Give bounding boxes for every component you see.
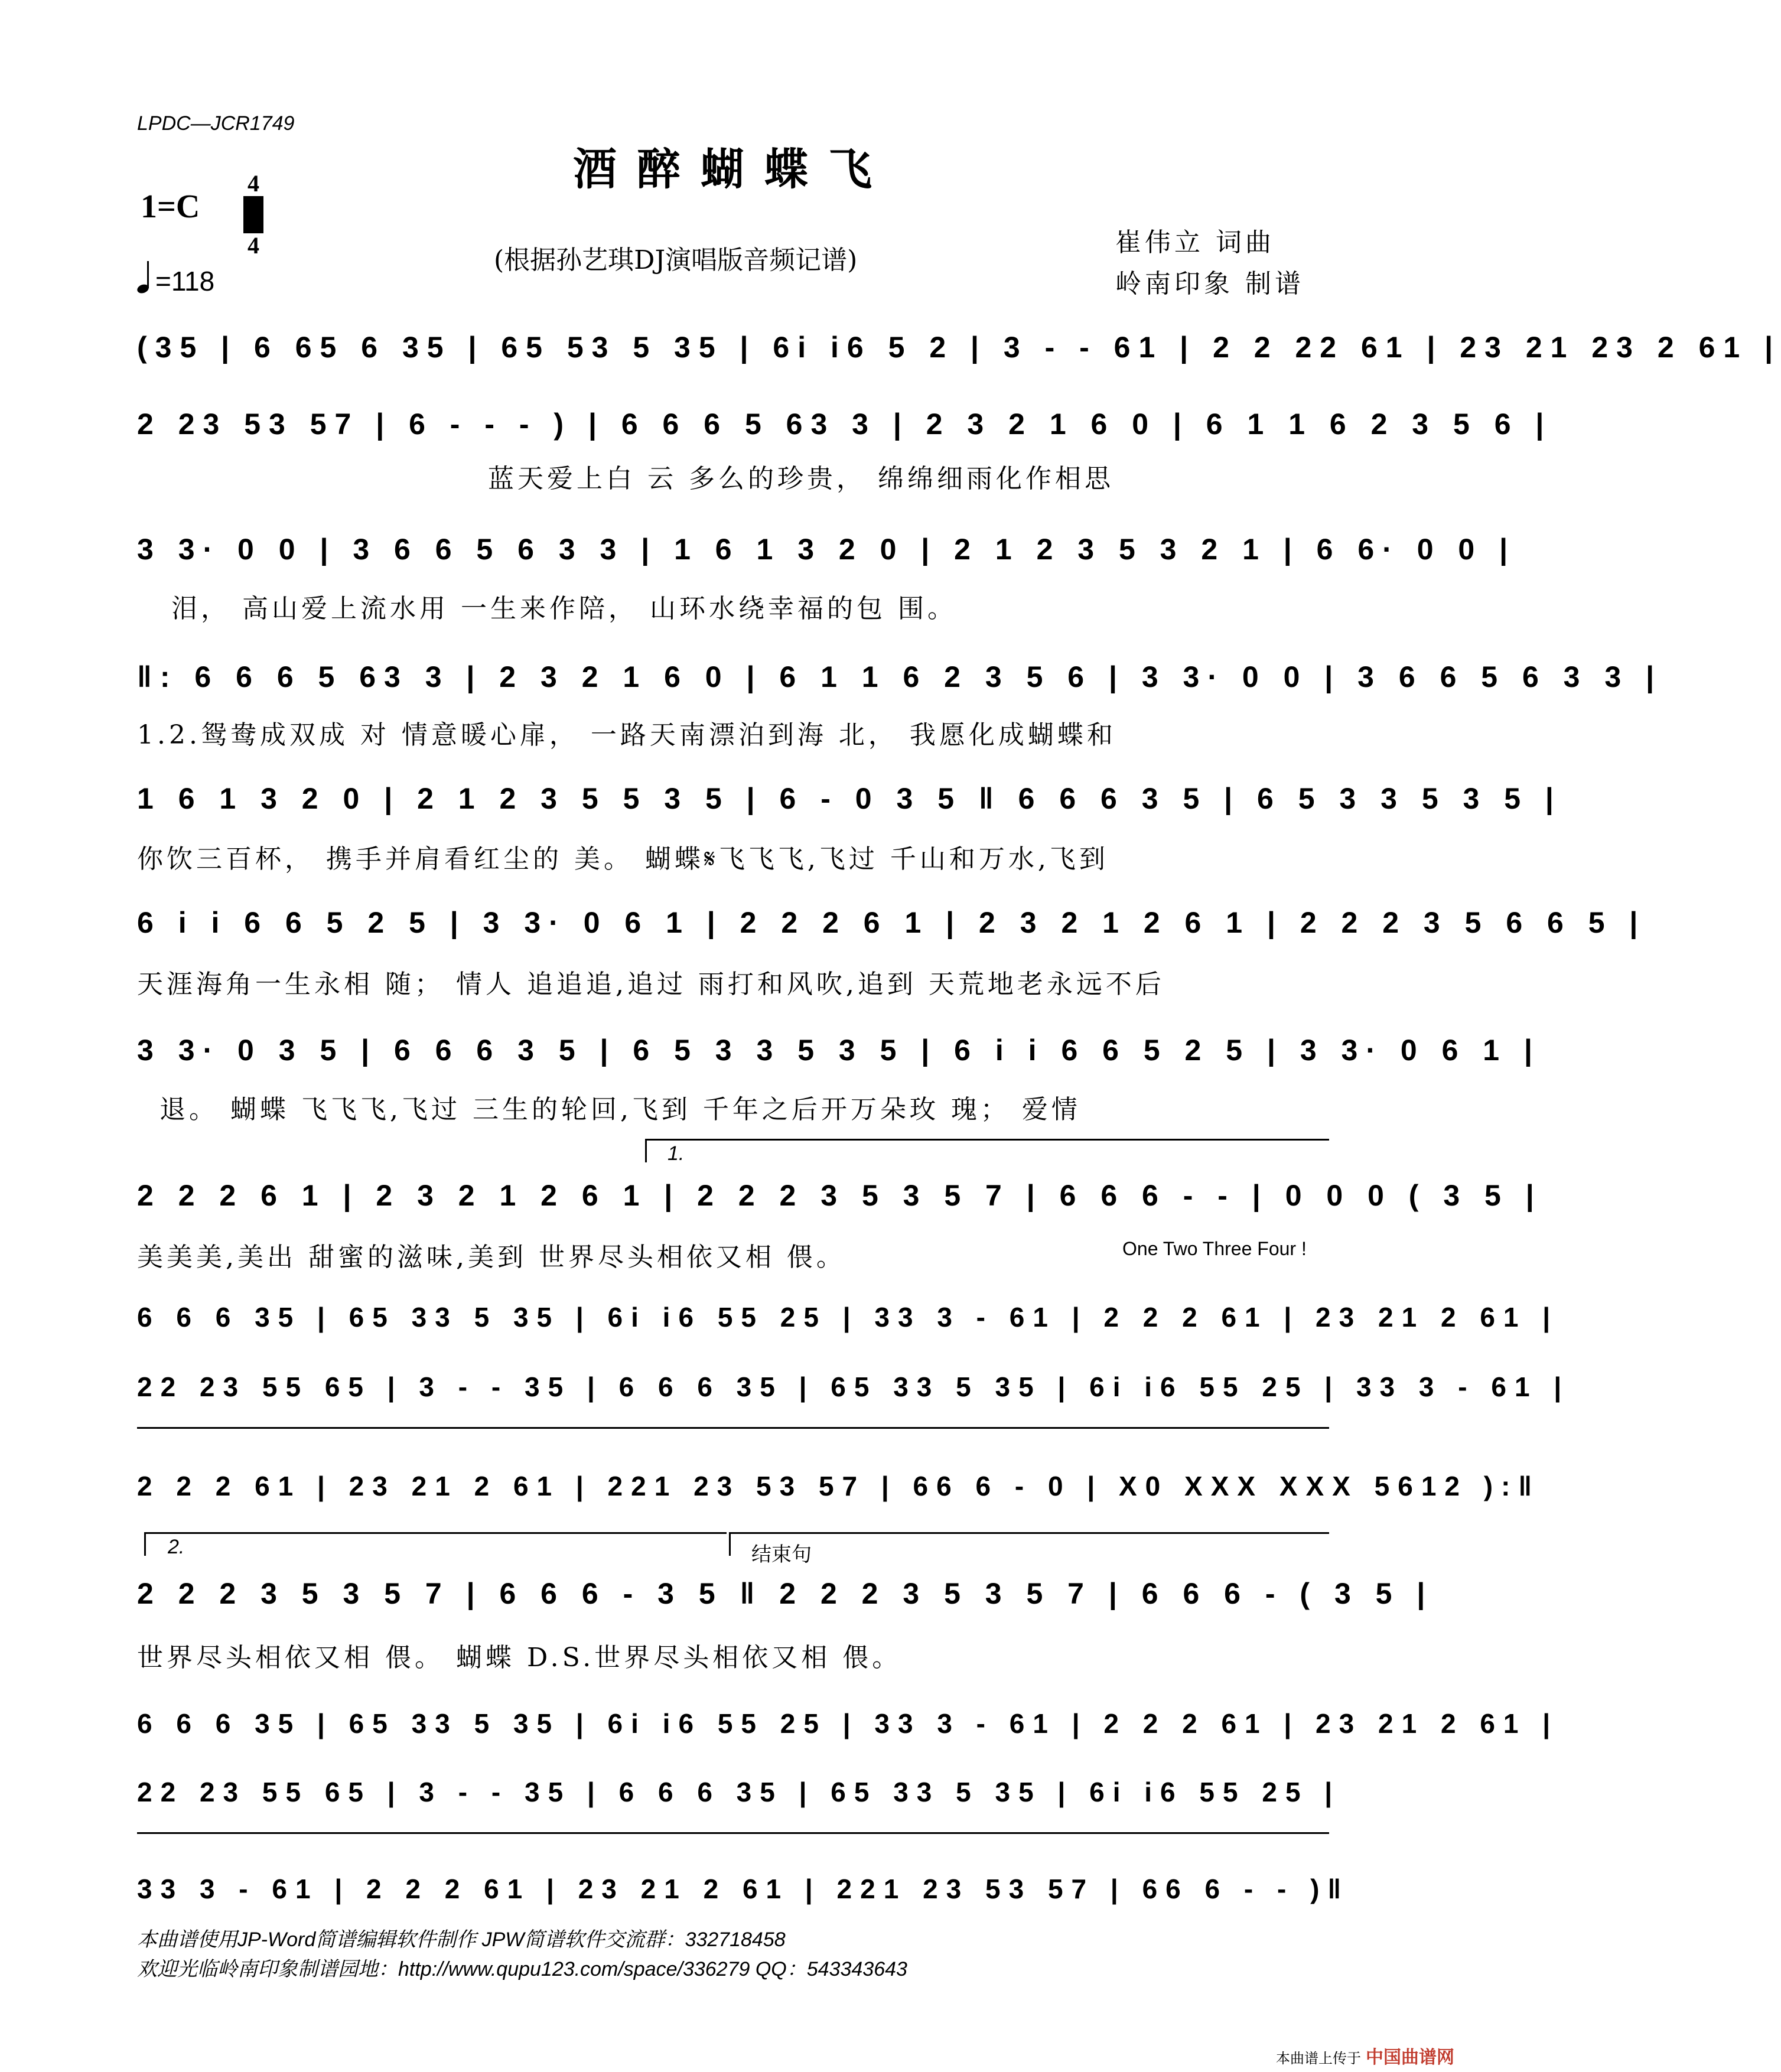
score-row-1 — [137, 328, 1781, 366]
lyrics-line: 天涯海角一生永相 随； 情人 追追追,追过 雨打和风吹,追到 天荒地老永远不后 — [137, 969, 1165, 999]
phrase-bracket — [137, 1832, 1329, 1834]
score-row-4 — [137, 658, 1662, 696]
time-denominator: 4 — [248, 232, 259, 259]
notation-line: 6 6 6 35 | 65 33 5 35 | 6i i6 55 25 | 33 3 - 61 | 2 2 2 61 | 23 21 2 61 | — [137, 1302, 1559, 1333]
volta-bracket-1 — [645, 1139, 1329, 1141]
ending-label: 结束句 — [751, 1543, 812, 1566]
score-row-11 — [137, 1467, 1540, 1505]
phrase-bracket — [137, 1427, 1329, 1429]
score-row-3 — [137, 530, 1516, 568]
score-row-9 — [137, 1298, 1558, 1336]
volta-label-2: 2. — [168, 1536, 185, 1558]
lyrics-line: 世界尽头相依又相 偎。 蝴蝶 D.S.世界尽头相依又相 偎。 — [137, 1643, 902, 1673]
ending-tick — [729, 1532, 731, 1556]
notation-line: (35 | 6 65 6 35 | 65 53 5 35 | 6i i6 5 2 | 3 - - 61 | 2 2 22 61 | 23 21 23 2 61 | — [137, 331, 1781, 364]
notation-line: 2 2 2 3 5 3 5 7 | 6 6 6 - 3 5 ‖ 2 2 2 3 5 3 5 7 | 6 6 6 - ( 3 5 | — [137, 1577, 1434, 1610]
score-row-15 — [137, 1870, 1349, 1908]
score-row-2 — [137, 405, 1552, 443]
score-code: LPDC—JCR1749 — [137, 112, 295, 135]
lyrics-line: 退。 蝴蝶 飞飞飞,飞过 三生的轮回,飞到 千年之后开万朵玫 瑰； 爱情 — [159, 1094, 1081, 1125]
subtitle: (根据孙艺琪DJ演唱版音频记谱) — [494, 245, 858, 275]
upload-note: 本曲谱上传于 — [1276, 2051, 1361, 2067]
score-row-12 — [137, 1575, 1433, 1612]
notation-line: 2 2 2 6 1 | 2 3 2 1 2 6 1 | 2 2 2 3 5 3 5 7 | 6 6 6 - - | 0 0 0 ( 3 5 | — [137, 1179, 1542, 1212]
notation-line: 22 23 55 65 | 3 - - 35 | 6 6 6 35 | 65 33 5 35 | 6i i6 55 25 | 33 3 - 61 | — [137, 1371, 1570, 1402]
tempo-marking — [137, 263, 214, 297]
credits — [1115, 222, 1304, 305]
score-row-6 — [137, 904, 1646, 941]
key-signature: 1=C — [141, 188, 200, 225]
score-row-7 — [137, 1031, 1541, 1069]
lyrics-line: 你饮三百杯， 携手并肩看红尘的 美。 蝴蝶𝄋飞飞飞,飞过 千山和万水,飞到 — [137, 844, 1109, 874]
notation-line: 22 23 55 65 | 3 - - 35 | 6 6 6 35 | 65 33 5 35 | 6i i6 55 25 | — [137, 1777, 1341, 1807]
score-row-5 — [137, 780, 1562, 817]
time-numerator: 4 — [248, 170, 259, 197]
notation-line: 1 6 1 3 2 0 | 2 1 2 3 5 5 3 5 | 6 - 0 3 5 ‖ 6 6 6 3 5 | 6 5 3 3 5 3 5 | — [137, 782, 1562, 815]
lyrics-line: 美美美,美出 甜蜜的滋味,美到 世界尽头相依又相 偎。 — [137, 1242, 846, 1272]
footer-line-2: 欢迎光临岭南印象制谱园地：http://www.qupu123.com/space/336279 QQ：543343643 — [137, 1958, 907, 1980]
time-signature — [243, 172, 263, 257]
lyrics-line: 蓝天爱上白 云 多么的珍贵， 绵绵细雨化作相思 — [488, 464, 1114, 494]
volta-tick — [645, 1139, 647, 1162]
volta-label-1: 1. — [668, 1142, 685, 1165]
song-title: 酒醉蝴蝶飞 — [573, 144, 892, 195]
site-watermark — [1276, 2042, 1454, 2068]
score-row-14 — [137, 1773, 1340, 1811]
count-in-text: One Two Three Four ! — [1122, 1238, 1307, 1259]
lyrics-line: 1.2.鸳鸯成双成 对 情意暖心扉， 一路天南漂泊到海 北， 我愿化成蝴蝶和 — [137, 720, 1116, 750]
volta-bracket-2 — [144, 1532, 727, 1534]
notation-line: 6 6 6 35 | 65 33 5 35 | 6i i6 55 25 | 33 3 - 61 | 2 2 2 61 | 23 21 2 61 | — [137, 1708, 1559, 1739]
notation-line: 2 2 2 61 | 23 21 2 61 | 221 23 53 57 | 66 6 - 0 | X0 XXX XXX 5612 ):‖ — [137, 1471, 1541, 1501]
score-row-13 — [137, 1705, 1558, 1742]
site-logo: 中国曲谱网 — [1366, 2048, 1454, 2067]
ending-bracket — [729, 1532, 1329, 1534]
notation-line: 3 3· 0 0 | 3 6 6 5 6 3 3 | 1 6 1 3 2 0 | 2 1 2 3 5 3 2 1 | 6 6· 0 0 | — [137, 533, 1516, 566]
lyrics-line: 泪， 高山爱上流水用 一生来作陪， 山环水绕幸福的包 围。 — [171, 594, 957, 624]
notation-line: 6 i i 6 6 5 2 5 | 3 3· 0 6 1 | 2 2 2 6 1 | 2 3 2 1 2 6 1 | 2 2 2 3 5 6 6 5 | — [137, 906, 1646, 939]
score-row-10 — [137, 1368, 1570, 1406]
tempo-value: =118 — [155, 266, 215, 297]
notation-line: ‖: 6 6 6 5 63 3 | 2 3 2 1 6 0 | 6 1 1 6 2 3 5 6 | 3 3· 0 0 | 3 6 6 5 6 3 3 | — [137, 660, 1663, 693]
volta-tick — [144, 1532, 146, 1556]
footer-line-1: 本曲谱使用JP-Word简谱编辑软件制作 JPW简谱软件交流群：332718458 — [137, 1928, 786, 1951]
lyricist-composer: 崔伟立 词曲 — [1115, 227, 1275, 258]
score-row-8 — [137, 1177, 1542, 1214]
notation-line: 2 23 53 57 | 6 - - - ) | 6 6 6 5 63 3 | 2 3 2 1 6 0 | 6 1 1 6 2 3 5 6 | — [137, 408, 1552, 441]
notation-line: 33 3 - 61 | 2 2 2 61 | 23 21 2 61 | 221 23 53 57 | 66 6 - - )‖ — [137, 1874, 1350, 1904]
arranger: 岭南印象 制谱 — [1115, 269, 1304, 299]
notation-line: 3 3· 0 3 5 | 6 6 6 3 5 | 6 5 3 3 5 3 5 | 6 i i 6 6 5 2 5 | 3 3· 0 6 1 | — [137, 1034, 1541, 1067]
